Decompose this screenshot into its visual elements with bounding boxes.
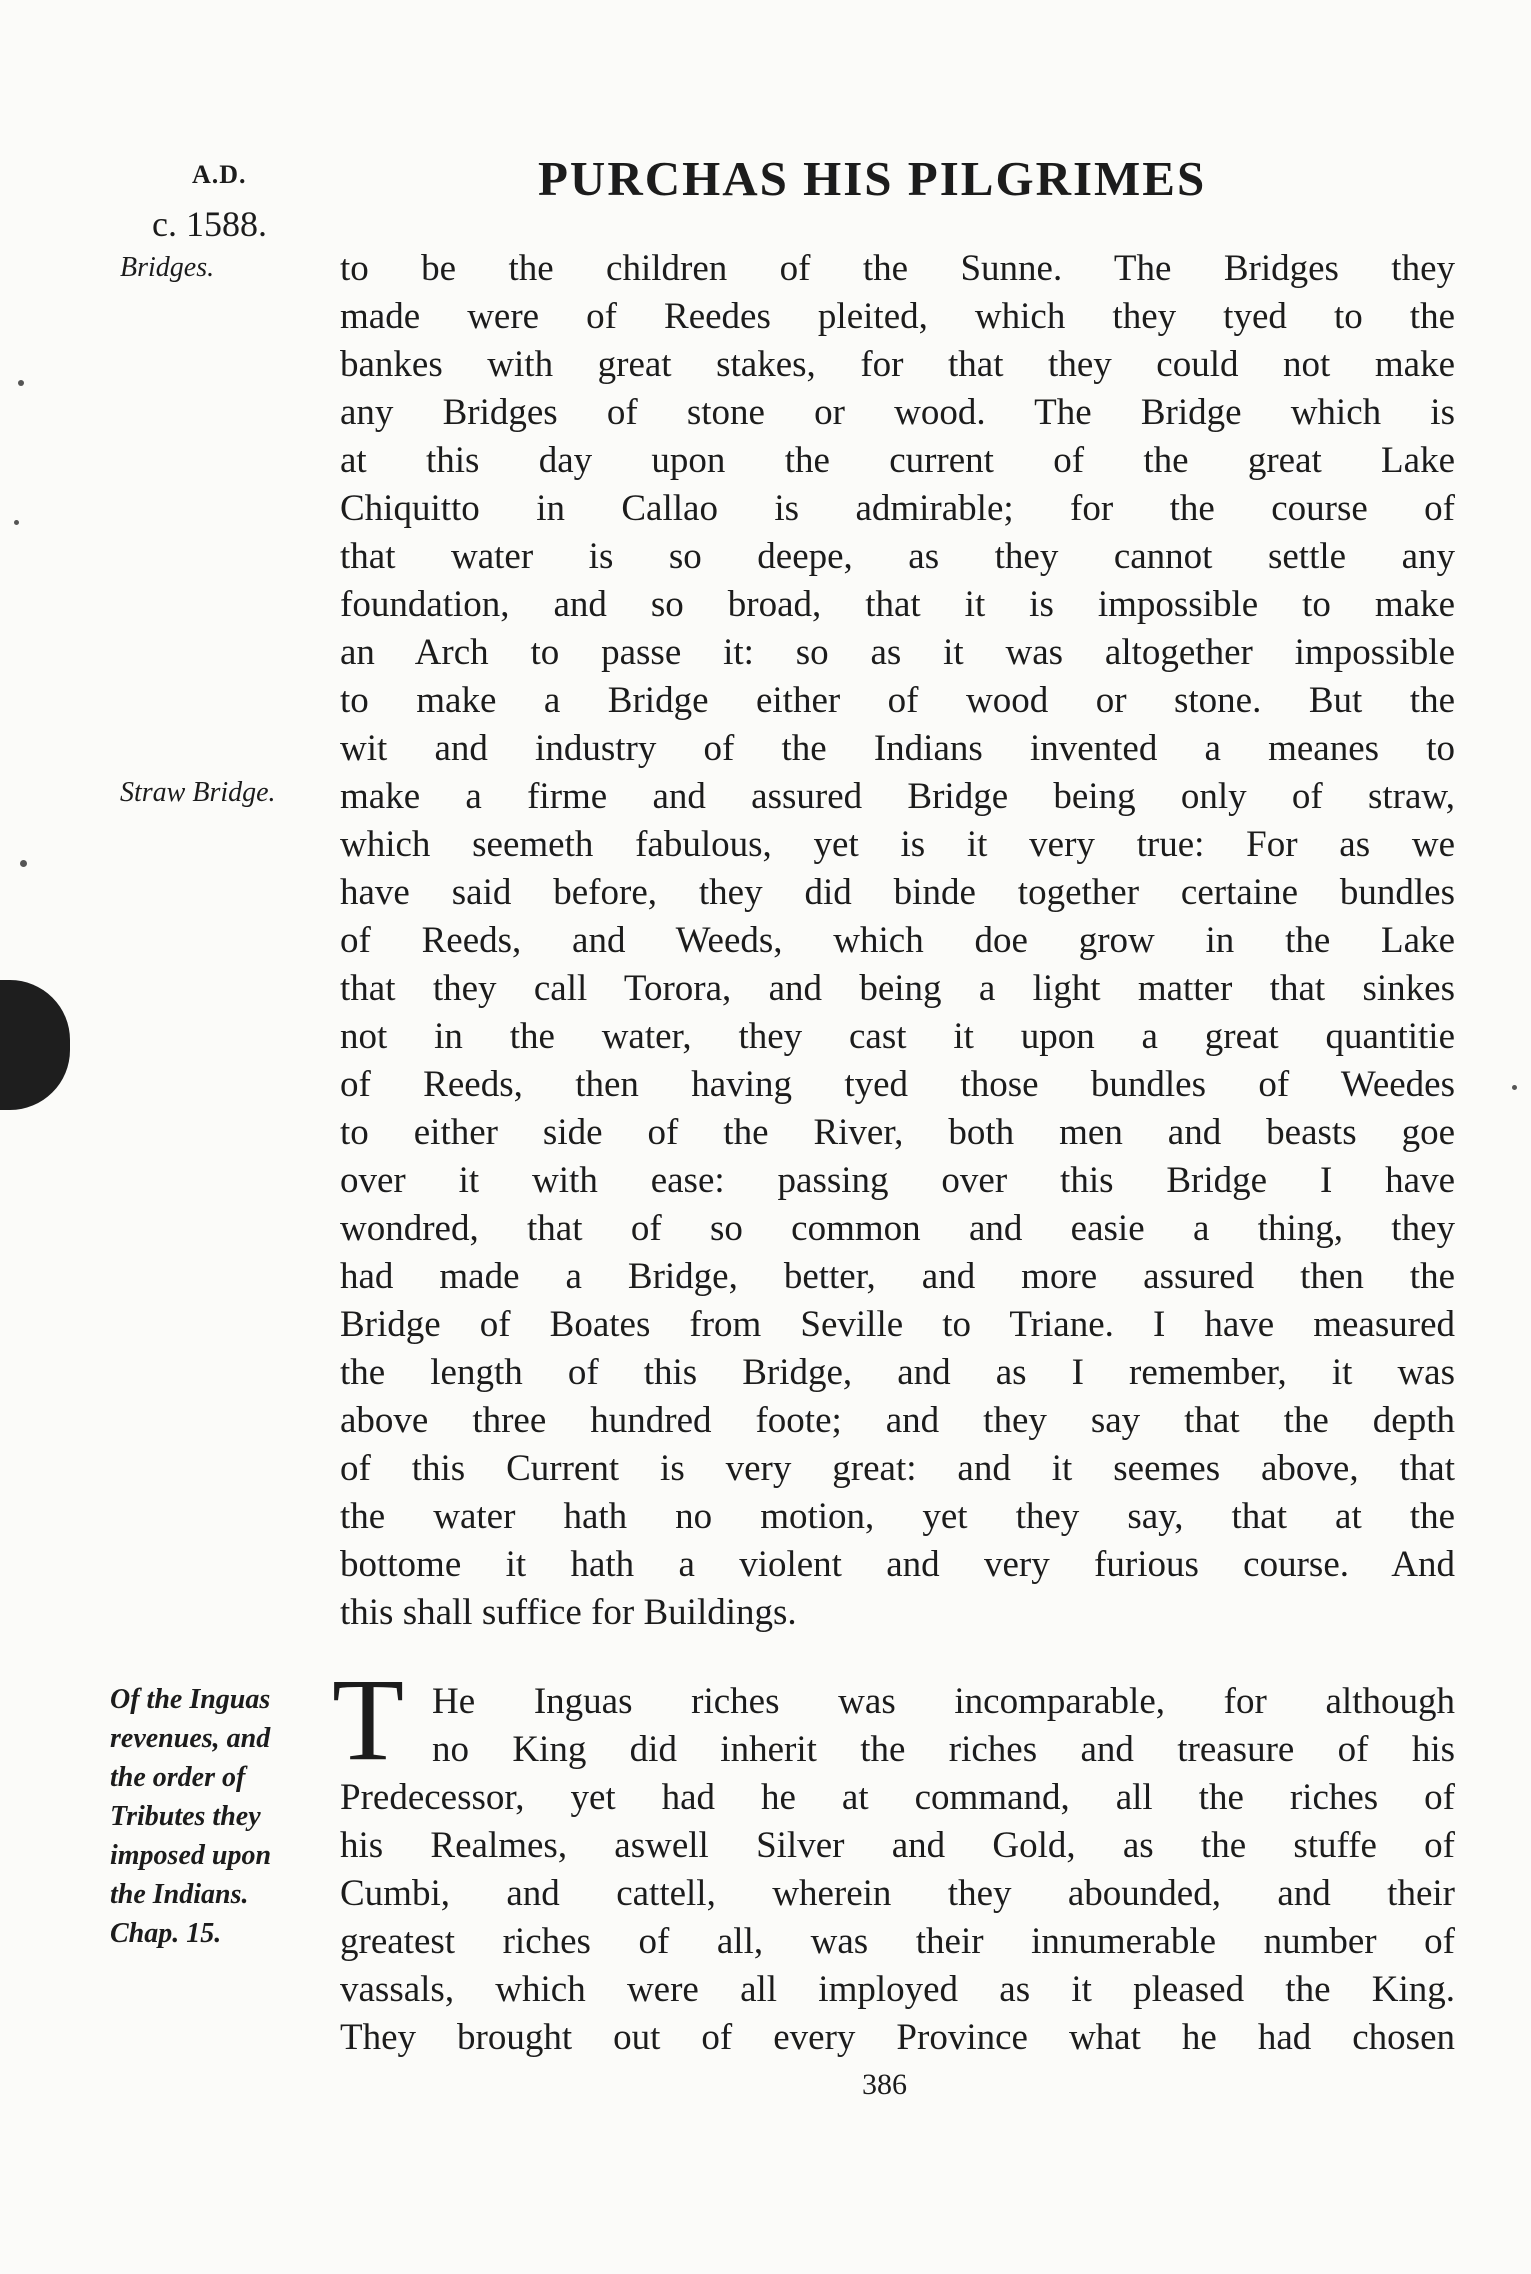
text-line: of this Current is very great: and it seemes above, that xyxy=(340,1448,1455,1489)
text-line: make a firme and assured Bridge being only of straw, xyxy=(340,776,1455,817)
era-label: A.D. xyxy=(192,160,247,189)
text-line: have said before, they did binde together certaine bundles xyxy=(340,872,1455,913)
text-line: He Inguas riches was incomparable, for although xyxy=(432,1681,1455,1722)
text-line: which seemeth fabulous, yet is it very true: For as we xyxy=(340,824,1455,865)
paragraph-bridges xyxy=(340,245,1455,1637)
scan-speck xyxy=(1512,1085,1517,1090)
margin-note-inguas xyxy=(110,1680,271,1953)
scan-speck xyxy=(14,520,19,525)
margin-note-line: Chap. 15. xyxy=(110,1918,222,1949)
text-line: wondred, that of so common and easie a thing, they xyxy=(340,1208,1455,1249)
scan-speck xyxy=(18,380,24,386)
text-line: made were of Reedes pleited, which they tyed to the xyxy=(340,296,1455,337)
text-line: to either side of the River, both men and beasts goe xyxy=(340,1112,1455,1153)
text-line: that water is so deepe, as they cannot settle any xyxy=(340,536,1455,577)
scan-speck xyxy=(20,860,27,867)
page-number: 386 xyxy=(862,2068,907,2101)
year-label: c. 1588. xyxy=(152,204,267,244)
margin-note-straw-bridge: Straw Bridge. xyxy=(120,777,276,808)
paragraph-inguas-riches xyxy=(340,1678,1455,2062)
text-line: Chiquitto in Callao is admirable; for the course of xyxy=(340,488,1455,529)
text-line: an Arch to passe it: so as it was altogether impossible xyxy=(340,632,1455,673)
text-line: that they call Torora, and being a light matter that sinkes xyxy=(340,968,1455,1009)
text-line: Bridge of Boates from Seville to Triane. I have measured xyxy=(340,1304,1455,1345)
text-line: over it with ease: passing over this Bridge I have xyxy=(340,1160,1455,1201)
margin-note-line: imposed upon xyxy=(110,1840,272,1871)
text-line: Cumbi, and cattell, wherein they abounded, and their xyxy=(340,1873,1455,1914)
text-line: Predecessor, yet had he at command, all the riches of xyxy=(340,1777,1455,1818)
margin-note-line: Of the Inguas xyxy=(110,1684,271,1715)
text-line: wit and industry of the Indians invented a meanes to xyxy=(340,728,1455,769)
running-title: PURCHAS HIS PILGRIMES xyxy=(538,151,1207,206)
margin-note-bridges: Bridges. xyxy=(120,252,215,283)
text-line: above three hundred foote; and they say that the depth xyxy=(340,1400,1455,1441)
text-line: of Reeds, then having tyed those bundles of Weedes xyxy=(340,1064,1455,1105)
text-line: the water hath no motion, yet they say, that at the xyxy=(340,1496,1455,1537)
text-line: to be the children of the Sunne. The Bridges they xyxy=(340,248,1455,289)
text-line: at this day upon the current of the great Lake xyxy=(340,440,1455,481)
text-line: his Realmes, aswell Silver and Gold, as the stuffe of xyxy=(340,1825,1455,1866)
margin-note-line: the order of xyxy=(110,1762,246,1793)
text-line: greatest riches of all, was their innumerable number of xyxy=(340,1921,1455,1962)
text-line: of Reeds, and Weeds, which doe grow in the Lake xyxy=(340,920,1455,961)
text-line: vassals, which were all imployed as it pleased the King. xyxy=(340,1969,1455,2010)
text-line: had made a Bridge, better, and more assured then the xyxy=(340,1256,1455,1297)
text-line: this shall suffice for Buildings. xyxy=(340,1592,797,1633)
margin-note-line: Tributes they xyxy=(110,1801,261,1832)
text-line: bankes with great stakes, for that they could not make xyxy=(340,344,1455,385)
text-line: They brought out of every Province what he had chosen xyxy=(340,2017,1455,2058)
text-line: any Bridges of stone or wood. The Bridge which is xyxy=(340,392,1455,433)
drop-cap: T xyxy=(332,1654,405,1785)
text-line: to make a Bridge either of wood or stone. But the xyxy=(340,680,1455,721)
text-line: no King did inherit the riches and treasure of his xyxy=(432,1729,1455,1770)
margin-note-line: the Indians. xyxy=(110,1879,249,1910)
scan-thumb-shadow xyxy=(0,980,70,1110)
text-line: bottome it hath a violent and very furious course. And xyxy=(340,1544,1455,1585)
text-line: foundation, and so broad, that it is impossible to make xyxy=(340,584,1455,625)
text-line: not in the water, they cast it upon a great quantitie xyxy=(340,1016,1455,1057)
text-line: the length of this Bridge, and as I remember, it was xyxy=(340,1352,1455,1393)
margin-note-line: revenues, and xyxy=(110,1723,271,1754)
